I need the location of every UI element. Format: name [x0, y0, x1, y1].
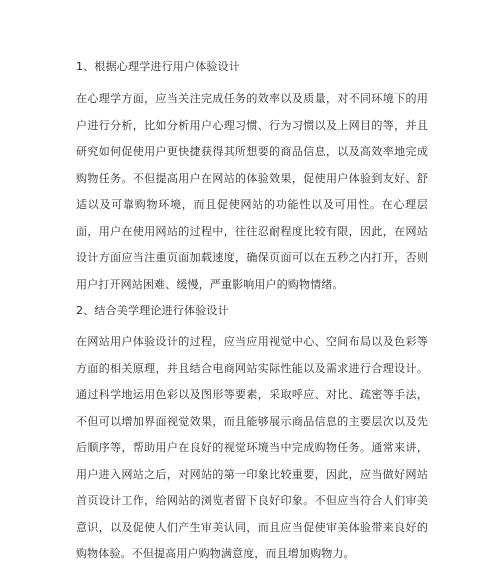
section-heading-1: 1、根据心理学进行用户体验设计: [76, 60, 240, 73]
section-heading-2: 2、结合美学理论进行体验设计: [76, 304, 229, 317]
section-paragraph-2: 在网站用户体验设计的过程，应当应用视觉中心、空间布局以及色彩等方面的相关原理，并且结合电商网站实际性能以及需求进行合理设计。通过科学地运用色彩以及图形等要素，采取呼应、对比、疏密等手法，不但可以增加界面视觉效果，而且能够展示商品信息的主要层次以及先后顺序等，帮助用户在良好的视觉环境当中完成购物任务。通常来讲，用户进入网站之后，对网站的第一印象比较重要，因此，应当做好网站首页设计工作，给网站的浏览者留下良好印象。不但应当符合人们审美意识，以及促使人们产生审美认同，而且应当促使审美体验带来良好的购物体验。不但提高用户购物满意度，而且增加购物力。: [76, 335, 428, 560]
section-paragraph-1: 在心理学方面，应当关注完成任务的效率以及质量，对不同环境下的用户进行分析，比如分析用户心理习惯、行为习惯以及上网目的等，并且研究如何促使用户更快捷获得其所想要的商品信息，以及高效率地完成购物任务。不但提高用户在网站的体验效果，促使用户体验到友好、舒适以及可靠购物环境，而且促使网站的功能性以及可用性。在心理层面，用户在使用网站的过程中，往往忍耐程度比较有限，因此，在网站设计方面应当注重页面加载速度，确保页面可以在五秒之内打开，否则用户打开网站困难、缓慢，严重影响用户的购物情绪。: [76, 92, 428, 291]
